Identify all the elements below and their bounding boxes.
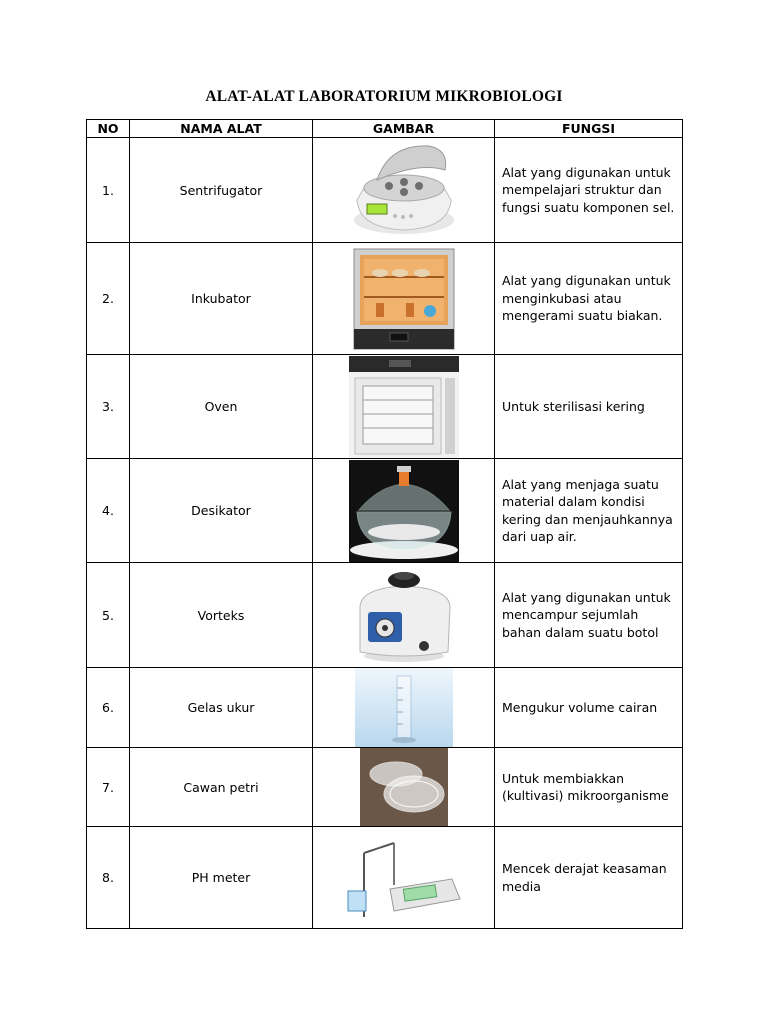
row-number: 5.: [87, 563, 130, 668]
petri-dish-icon: [360, 748, 448, 826]
header-function: FUNGSI: [495, 120, 683, 138]
table-row: [87, 355, 683, 459]
table-row: [87, 563, 683, 668]
row-number: 6.: [87, 668, 130, 748]
header-name: NAMA ALAT: [130, 120, 313, 138]
row-number: 2.: [87, 243, 130, 355]
equipment-function: Alat yang menjaga suatu material dalam kondisi kering dan menjauhkannya dari uap air.: [495, 459, 683, 563]
table-row: [87, 138, 683, 243]
equipment-image: [313, 459, 495, 563]
equipment-image: [313, 748, 495, 827]
equipment-name: Inkubator: [130, 243, 313, 355]
equipment-name: Gelas ukur: [130, 668, 313, 748]
equipment-name: Sentrifugator: [130, 138, 313, 243]
equipment-image: [313, 668, 495, 748]
vortex-mixer-icon: [352, 566, 456, 664]
equipment-table: [86, 119, 683, 929]
equipment-name: Cawan petri: [130, 748, 313, 827]
equipment-name: PH meter: [130, 827, 313, 929]
equipment-image: [313, 827, 495, 929]
table-row: [87, 827, 683, 929]
equipment-name: Oven: [130, 355, 313, 459]
equipment-function: Alat yang digunakan untuk mempelajari struktur dan fungsi suatu komponen sel.: [495, 138, 683, 243]
row-number: 1.: [87, 138, 130, 243]
row-number: 3.: [87, 355, 130, 459]
row-number: 8.: [87, 827, 130, 929]
oven-icon: [349, 356, 459, 458]
row-number: 4.: [87, 459, 130, 563]
equipment-function: Mengukur volume cairan: [495, 668, 683, 748]
equipment-function: Alat yang digunakan untuk mencampur sejumlah bahan dalam suatu botol: [495, 563, 683, 668]
equipment-function: Alat yang digunakan untuk menginkubasi atau mengerami suatu biakan.: [495, 243, 683, 355]
equipment-function: Untuk sterilisasi kering: [495, 355, 683, 459]
table-row: [87, 668, 683, 748]
table-header-row: [87, 120, 683, 138]
page-title: ALAT-ALAT LABORATORIUM MIKROBIOLOGI: [205, 88, 563, 105]
desiccator-icon: [349, 460, 459, 562]
header-image: GAMBAR: [313, 120, 495, 138]
equipment-function: Untuk membiakkan (kultivasi) mikroorganisme: [495, 748, 683, 827]
row-number: 7.: [87, 748, 130, 827]
equipment-image: [313, 138, 495, 243]
ph-meter-icon: [344, 835, 464, 921]
equipment-function: Mencek derajat keasaman media: [495, 827, 683, 929]
equipment-name: Vorteks: [130, 563, 313, 668]
equipment-image: [313, 243, 495, 355]
equipment-name: Desikator: [130, 459, 313, 563]
header-no: NO: [87, 120, 130, 138]
table-row: [87, 748, 683, 827]
centrifuge-icon: [349, 140, 459, 240]
equipment-image: [313, 355, 495, 459]
equipment-image: [313, 563, 495, 668]
table-row: [87, 459, 683, 563]
measuring-cylinder-icon: [355, 668, 453, 747]
incubator-icon: [350, 245, 458, 353]
table-row: [87, 243, 683, 355]
